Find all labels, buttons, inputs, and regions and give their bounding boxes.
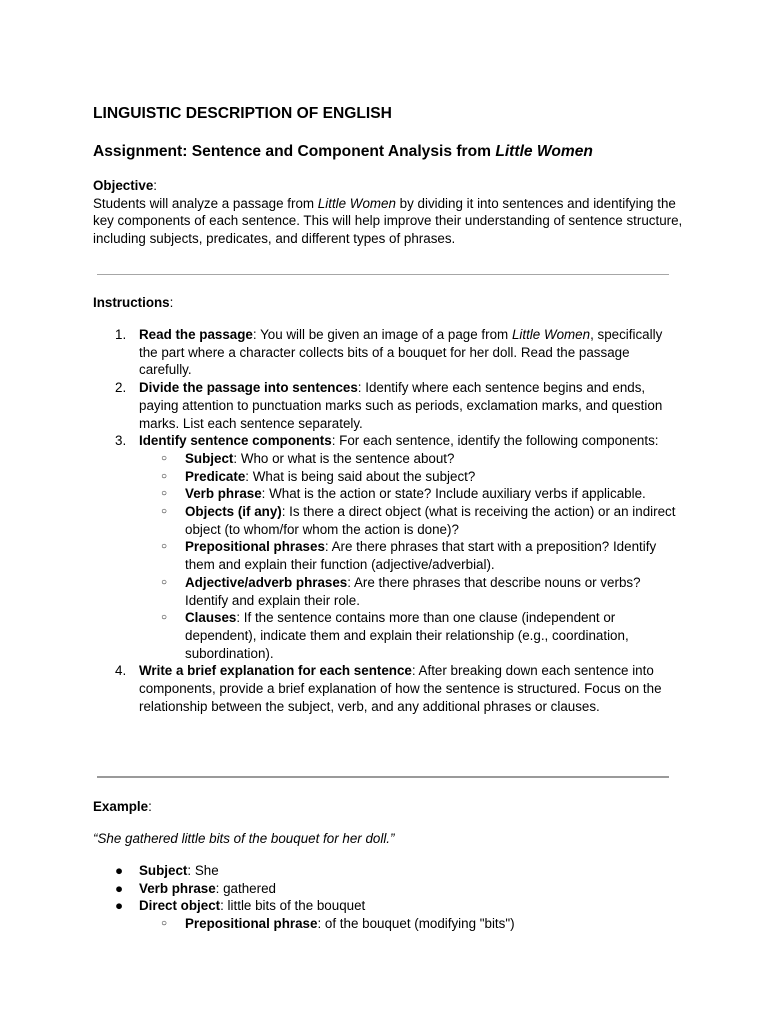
example-item [93, 897, 683, 932]
instructions-heading [93, 294, 173, 312]
step-term: Divide the passage into sentences [139, 380, 358, 396]
component-text: : Who or what is the sentence about? [233, 450, 455, 466]
step-number: 3. [115, 433, 127, 449]
example-sub-list [139, 915, 683, 933]
hollow-bullet-icon: ○ [161, 506, 168, 518]
step-term: Write a brief explanation for each sentence [139, 663, 412, 679]
component-term: Prepositional phrases [185, 539, 325, 555]
instructions-label: Instructions [93, 295, 170, 310]
objective-section [93, 177, 683, 248]
filled-bullet-icon: ● [115, 863, 124, 878]
component-item [139, 503, 683, 538]
example-term: Direct object [139, 898, 221, 914]
components-list [139, 450, 683, 662]
objective-text-after: by dividing it into sentences and identifying the key components of each sentence. This will help improve their understanding of sentence structure, including subjects, predicates, and different types of phrases. [93, 195, 683, 247]
component-term: Verb phrase [185, 486, 262, 502]
component-item [139, 574, 683, 609]
instruction-step-4 [93, 662, 683, 715]
hollow-bullet-icon: ○ [161, 488, 168, 500]
objective-label: Objective [93, 178, 154, 193]
component-item [139, 468, 683, 486]
assignment-book-title: Little Women [495, 143, 593, 160]
component-term: Adjective/adverb phrases [185, 574, 348, 590]
step-number: 4. [115, 663, 127, 679]
component-term: Clauses [185, 610, 237, 626]
hollow-bullet-icon: ○ [161, 612, 168, 624]
objective-text [93, 195, 683, 248]
step-number: 2. [115, 380, 127, 396]
component-text: : Are there phrases that describe nouns or verbs? Identify and explain their role. [185, 574, 641, 608]
component-text: : What is the action or state? Include auxiliary verbs if applicable. [261, 486, 646, 502]
component-item [139, 450, 683, 468]
filled-bullet-icon: ● [115, 880, 124, 896]
component-term: Subject [185, 450, 234, 466]
example-sub-text: : of the bouquet (modifying "bits") [317, 916, 515, 932]
example-text: : She [187, 863, 219, 878]
filled-bullet-icon: ● [115, 898, 124, 914]
step-text: : For each sentence, identify the following components: [331, 433, 659, 449]
hollow-bullet-icon: ○ [161, 576, 168, 588]
component-item [139, 538, 683, 573]
instruction-step-2 [93, 379, 683, 432]
step-term: Read the passage [139, 327, 253, 342]
hollow-bullet-icon: ○ [161, 470, 168, 482]
hollow-bullet-icon: ○ [161, 918, 168, 930]
step-text-after: , specifically the part where a character collects bits of a bouquet for her doll. Read the passage carefully. [139, 327, 663, 378]
objective-heading [93, 177, 683, 195]
example-sentence: “She gathered little bits of the bouquet for her doll.” [93, 831, 395, 846]
instruction-step-3 [93, 432, 683, 662]
example-heading [93, 798, 152, 816]
component-term: Objects (if any) [185, 504, 282, 520]
instruction-step-1 [93, 326, 683, 379]
instructions-section [93, 326, 683, 715]
hollow-bullet-icon: ○ [161, 452, 168, 464]
assignment-title-prefix: Assignment: Sentence and Component Analysis from [93, 143, 496, 160]
example-text: : gathered [215, 880, 276, 896]
step-text: : Identify where each sentence begins and ends, paying attention to punctuation marks such as periods, exclamation marks, and question marks. List each sentence separately. [139, 380, 663, 431]
component-term: Predicate [185, 468, 246, 484]
objective-colon: : [153, 178, 158, 193]
example-label: Example [93, 799, 149, 814]
objective-book-title: Little Women [317, 195, 396, 211]
component-item [139, 485, 683, 503]
component-text: : What is being said about the subject? [245, 468, 476, 484]
instructions-list [93, 326, 683, 715]
example-analysis [93, 862, 683, 933]
step-text: : After breaking down each sentence into components, provide a brief explanation of how the sentence is structured. Focus on the relationship between the subject, verb, and any additional phrases or clauses. [139, 663, 662, 714]
example-item [93, 862, 683, 880]
example-text: : little bits of the bouquet [220, 898, 366, 914]
hollow-bullet-icon: ○ [161, 541, 168, 553]
divider-2 [97, 776, 669, 778]
step-text-before: : You will be given an image of a page from [252, 327, 512, 342]
example-item [93, 880, 683, 898]
step-term: Identify sentence components [139, 433, 332, 449]
component-text: : If the sentence contains more than one clause (independent or dependent), indicate them and explain their relationship (e.g., coordination, subordination). [185, 610, 629, 661]
instructions-colon: : [169, 295, 174, 310]
component-text: : Is there a direct object (what is receiving the action) or an indirect object (to whom/for whom the action is done)? [185, 504, 676, 537]
assignment-title [93, 142, 593, 162]
step-number: 1. [115, 327, 127, 342]
component-text: : Are there phrases that start with a preposition? Identify them and explain their function (adjective/adverbial). [185, 539, 657, 573]
example-term: Subject [139, 863, 188, 878]
example-term: Verb phrase [139, 880, 216, 896]
example-colon: : [148, 799, 152, 814]
divider-1 [97, 274, 669, 275]
objective-text-before: Students will analyze a passage from [93, 195, 318, 211]
document-title: LINGUISTIC DESCRIPTION OF ENGLISH [93, 105, 392, 122]
example-sub-item [139, 915, 683, 933]
example-list [93, 862, 683, 933]
step-book-title: Little Women [511, 327, 591, 342]
component-item [139, 609, 683, 662]
example-sub-term: Prepositional phrase [185, 916, 318, 932]
